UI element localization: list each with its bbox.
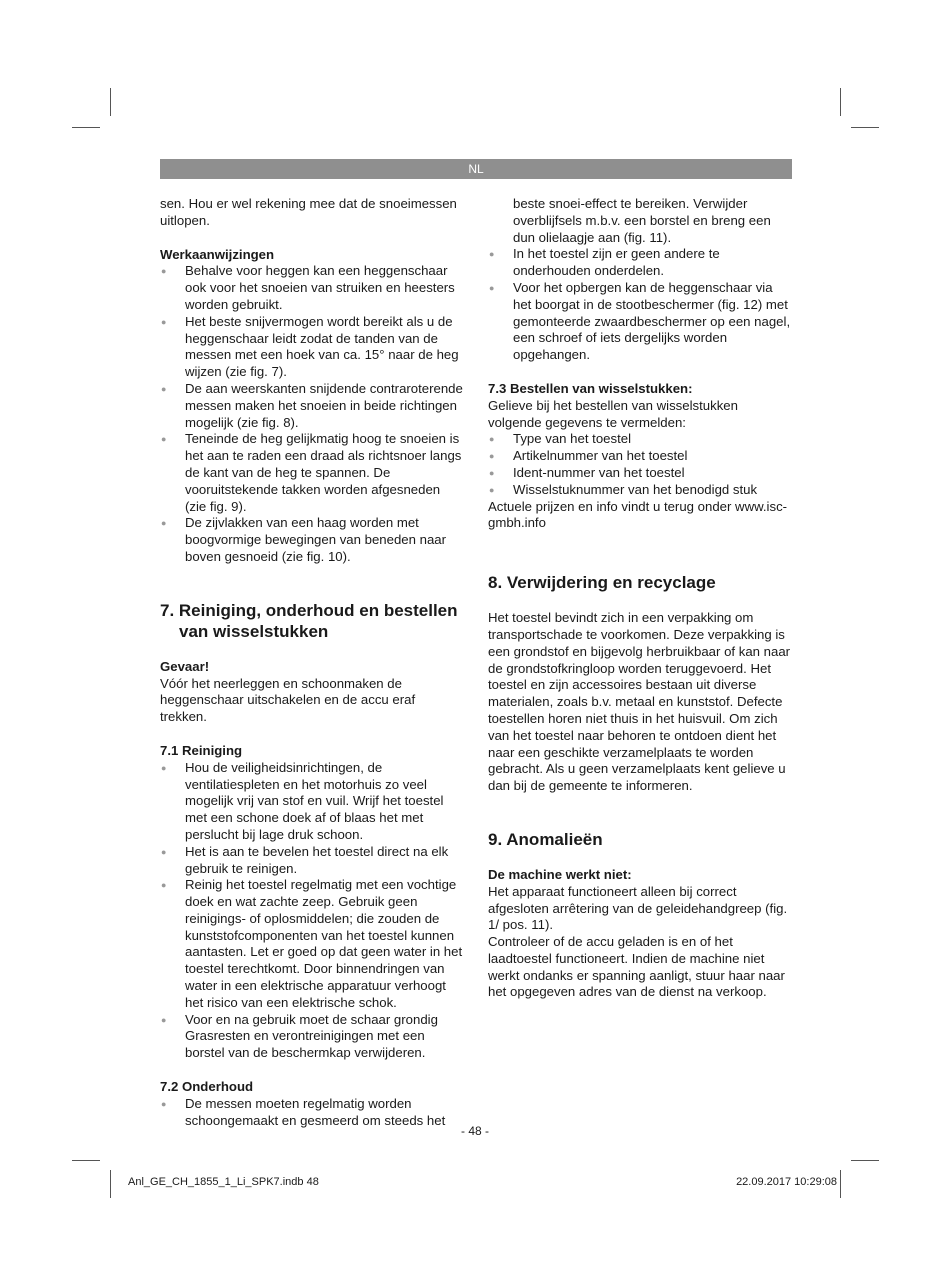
list-item: ● Artikelnummer van het toestel (488, 448, 793, 465)
list-item: ● De aan weerskanten snijdende contraroterende messen maken het snoeien in beide richtingen mogelijk (zie fig. 8). (160, 381, 465, 431)
crop-mark (110, 1170, 111, 1198)
continued-text: beste snoei-effect te bereiken. Verwijder overblijfsels m.b.v. een borstel en breng een dun olielaagje aan (fig. 11). (513, 196, 771, 245)
page-number: - 48 - (460, 1124, 489, 1138)
footer-datetime: 22.09.2017 10:29:08 (736, 1176, 837, 1188)
list-item: ● Wisselstuknummer van het benodigd stuk (488, 482, 793, 499)
left-column (160, 196, 465, 1129)
reiniging-list (160, 760, 465, 1062)
list-item: ● Behalve voor heggen kan een heggenschaar ook voor het snoeien van struiken en heesters worden gebruikt. (160, 263, 465, 313)
section-8-title: 8. Verwijdering en recyclage (488, 573, 716, 593)
wisselstukken-list (488, 431, 793, 498)
right-column (488, 196, 793, 1001)
list-item: ● Ident-nummer van het toestel (488, 465, 793, 482)
intro-text: sen. Hou er wel rekening mee dat de snoeimessen uitlopen. (160, 196, 457, 228)
section-9-text-2: Controleer of de accu geladen is en of het laadtoestel functioneert. Indien de machine niet werkt ondanks er spanning aanligt, stuur haar naar het opgegeven adres van de dienst na verkoop. (488, 934, 785, 1000)
gevaar-text: Vóór het neerleggen en schoonmaken de heggenschaar uitschakelen en de accu eraf trekken. (160, 675, 416, 725)
list-item: ● Hou de veiligheidsinrichtingen, de ventilatiespleten en het motorhuis zo veel mogelijk vrij van stof en vuil. Wrijf het toestel met een schone doek af of blaas het met perslucht bij lage druk schoon. (160, 760, 465, 844)
section-9-text-1: Het apparaat functioneert alleen bij correct afgesloten arrêtering van de geleidehandgreep (fig. 1/ pos. 11). (488, 883, 788, 933)
section-7-1-heading: 7.1 Reiniging (160, 742, 243, 758)
section-8-text: Het toestel bevindt zich in een verpakking om transportschade te voorkomen. Deze verpakking is een grondstof en bijgevolg herbruikbaar of kan naar de grondstofkringloop worden teruggevoerd. Het toestel en zijn accessoires bestaan uit diverse materialen, zoals b.v. metaal en kunststof. Defecte toestellen horen niet thuis in het huisvuil. Om zich van het toestel naar behoren te ontdoen dient het naar een geschikte verzamelplaats te worden gebracht. Als u geen verzamelplaats kent gelieve u dan bij de gemeente te informeren. (488, 610, 791, 794)
language-label: NL (468, 162, 484, 176)
crop-mark (110, 88, 111, 116)
list-item: ● Het is aan te bevelen het toestel direct na elk gebruik te reinigen. (160, 844, 465, 878)
language-header-bar (160, 159, 792, 179)
crop-mark (840, 88, 841, 116)
crop-mark (840, 1170, 841, 1198)
werk-list (160, 263, 465, 565)
crop-mark (72, 1160, 100, 1161)
onderhoud-list-continued (488, 246, 793, 364)
list-item: ● Reinig het toestel regelmatig met een vochtige doek en wat zachte zeep. Gebruik geen reinigings- of oplosmiddelen; die zouden de kunststofcomponenten van het toestel kunnen aantasten. Let er goed op dat geen water in het toestel terechtkomt. Door binnendringen van water in een elektrische apparatuur verhoogt het risico van een elektrische schok. (160, 877, 465, 1011)
crop-mark (851, 1160, 879, 1161)
list-item: ● Voor en na gebruik moet de schaar grondig Grasresten en verontreinigingen met een borstel van de beschermkap verwijderen. (160, 1012, 465, 1062)
list-item: ● Voor het opbergen kan de heggenschaar via het boorgat in de stootbeschermer (fig. 12) met gemonteerde zwaardbeschermer op een nagel, een schroef of iets dergelijks worden opgehangen. (488, 280, 793, 364)
list-item: ● Teneinde de heg gelijkmatig hoog te snoeien is het aan te raden een draad als richtsnoer langs de kant van de heg te spannen. De vooruitstekende takken worden afgesneden (zie fig. 9). (160, 431, 465, 515)
list-item: ● De messen moeten regelmatig worden schoongemaakt en gesmeerd om steeds het (160, 1096, 465, 1130)
gevaar-heading: Gevaar! (160, 658, 210, 674)
werk-heading: Werkaanwijzingen (160, 246, 275, 262)
section-7-title: 7. Reiniging, onderhoud en bestellen van wisselstukken (160, 600, 458, 641)
list-item: ● Het beste snijvermogen wordt bereikt als u de heggenschaar leidt zodat de tanden van de messen met een hoek van ca. 15° naar de heg wijzen (zie fig. 7). (160, 314, 465, 381)
section-7-3-intro: Gelieve bij het bestellen van wisselstukken volgende gegevens te vermelden: (488, 397, 738, 430)
footer-file-info: Anl_GE_CH_1855_1_Li_SPK7.indb 48 (128, 1176, 319, 1188)
list-item: ● De zijvlakken van een haag worden met boogvormige bewegingen van beneden naar boven gesnoeid (zie fig. 10). (160, 515, 465, 565)
section-7-3-heading: 7.3 Bestellen van wisselstukken: (488, 380, 693, 396)
crop-mark (851, 127, 879, 128)
section-7-2-heading: 7.2 Onderhoud (160, 1079, 254, 1095)
section-9-title: 9. Anomalieën (488, 829, 603, 849)
crop-mark (72, 127, 100, 128)
section-7-3-outro: Actuele prijzen en info vindt u terug onder www.isc-gmbh.info (488, 498, 788, 531)
list-item: ● In het toestel zijn er geen andere te onderhouden onderdelen. (488, 246, 793, 280)
list-item: ● Type van het toestel (488, 431, 793, 448)
section-9-heading: De machine werkt niet: (488, 866, 632, 882)
